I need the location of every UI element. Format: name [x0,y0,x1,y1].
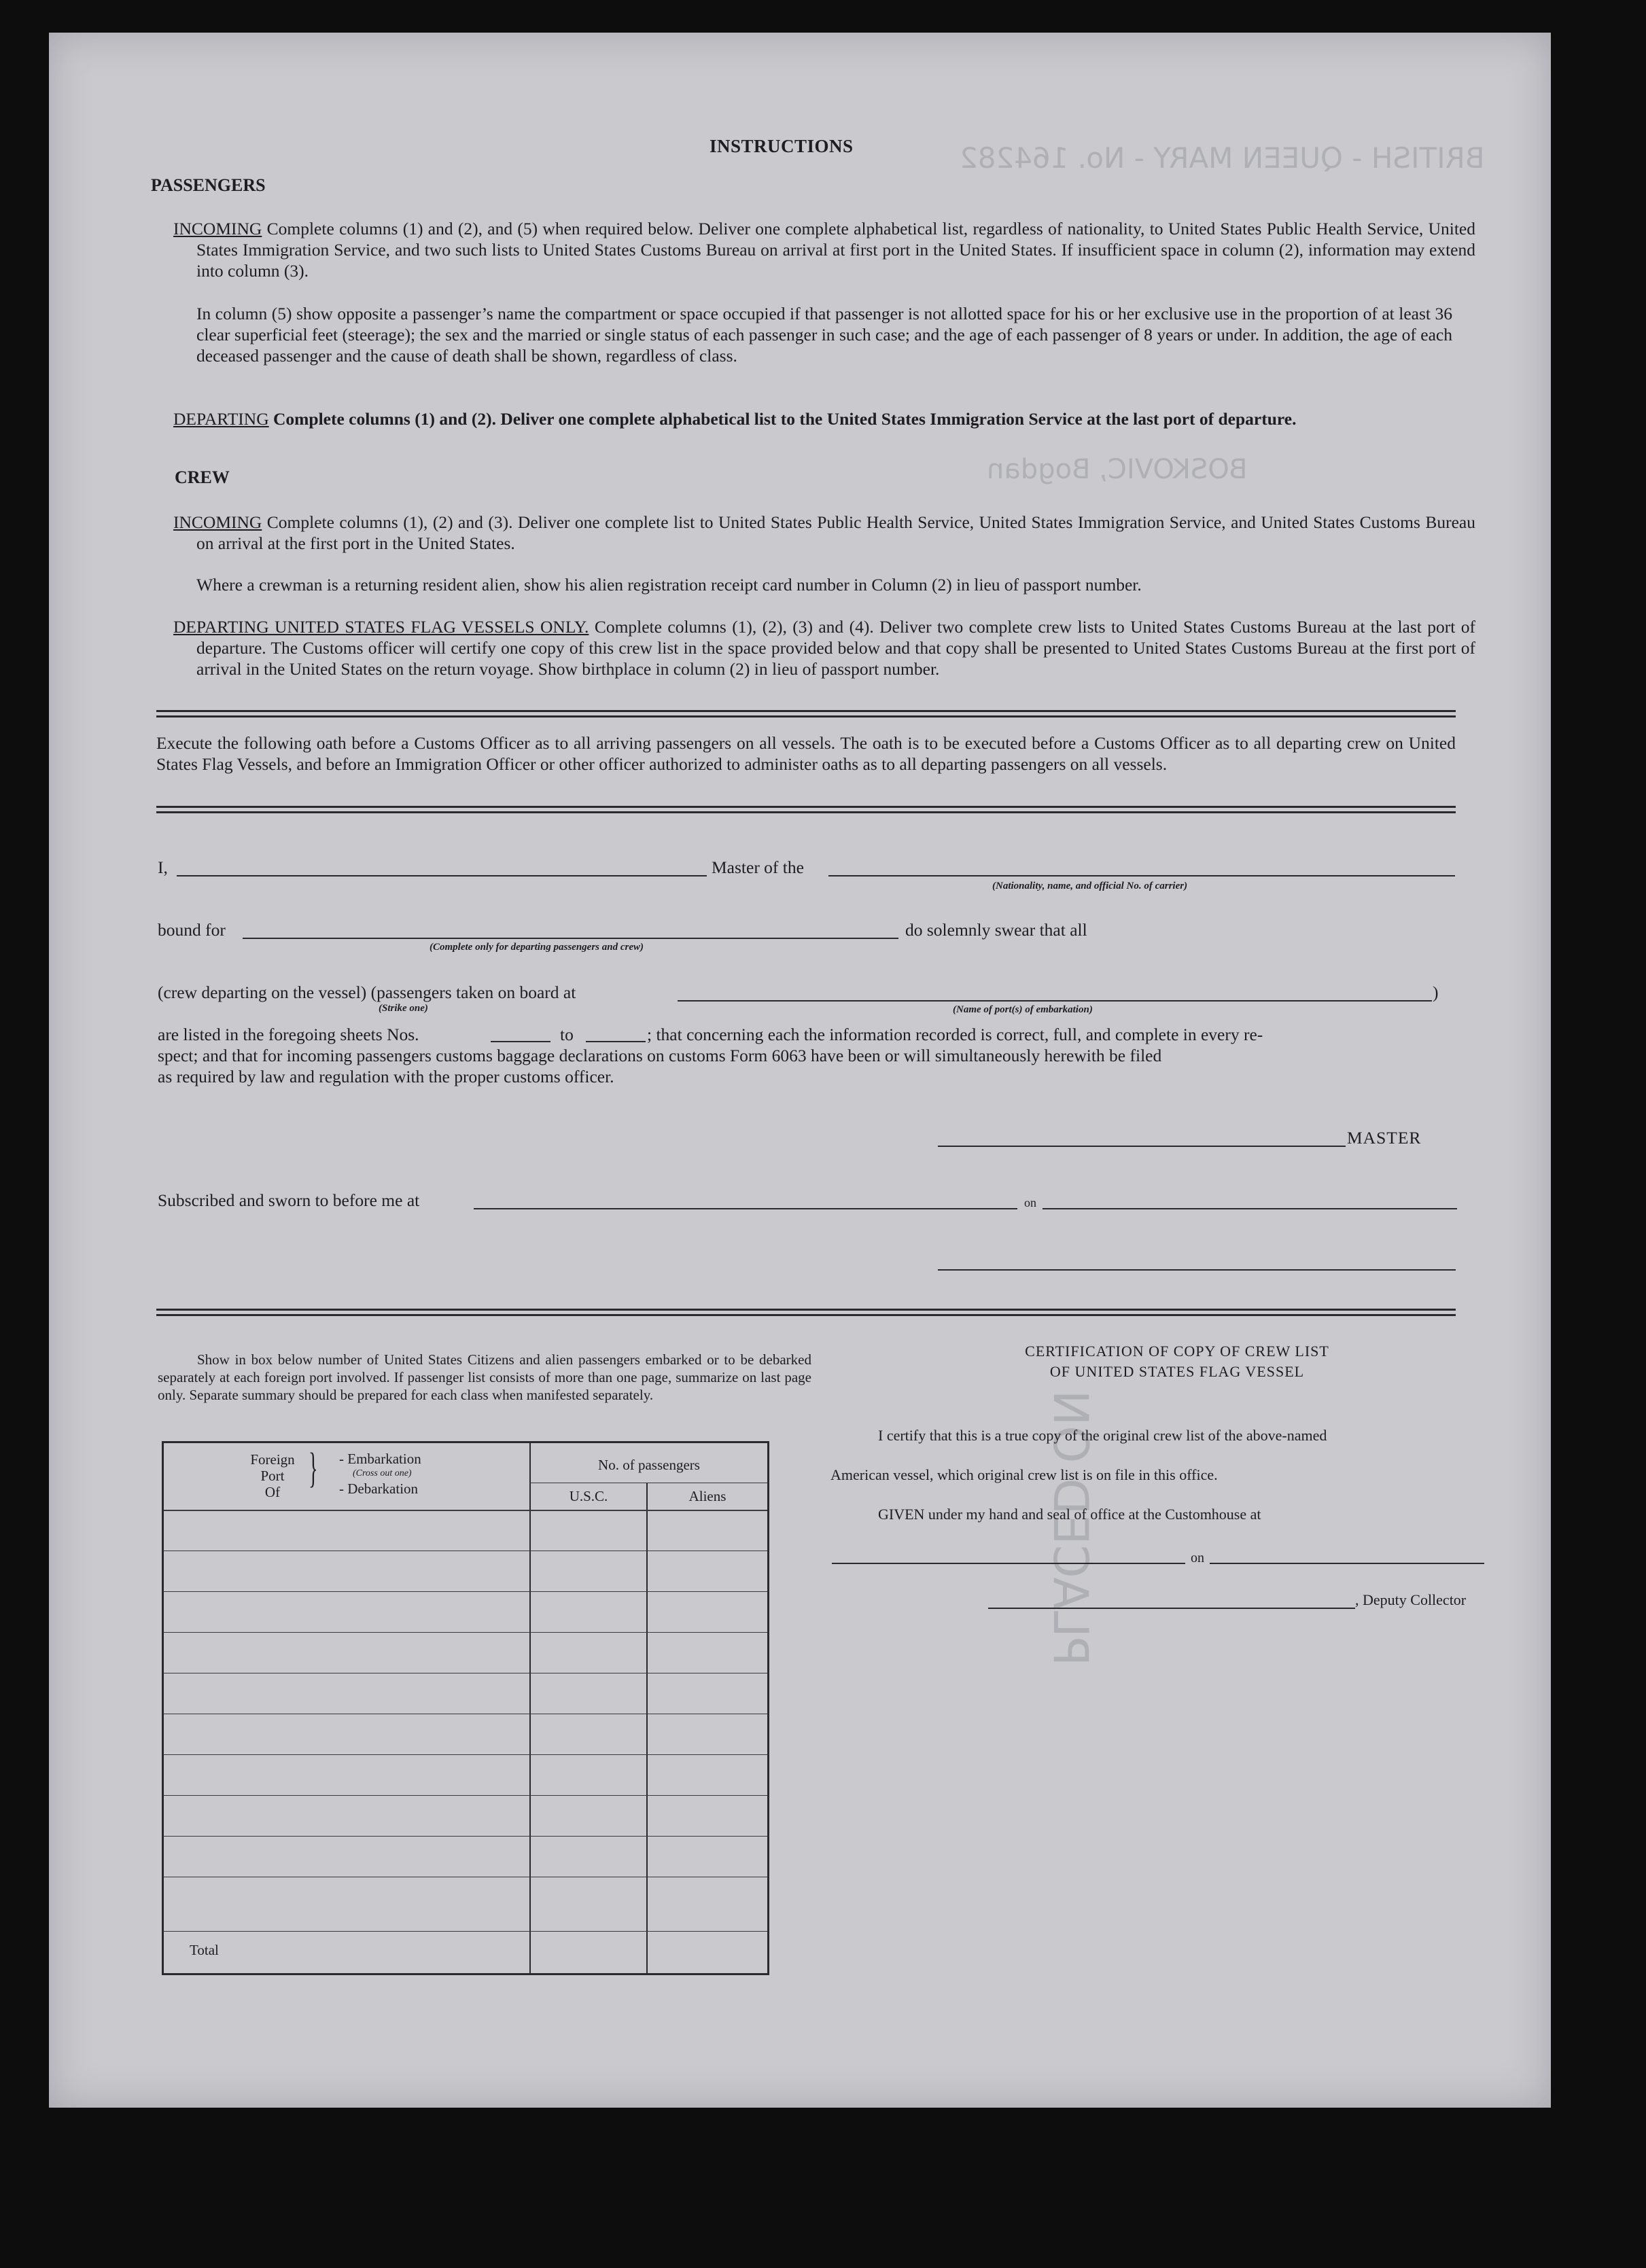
listed-to: to [560,1025,574,1044]
total-row-rule [164,1931,767,1932]
table-row[interactable] [164,1754,767,1755]
passengers-heading: PASSENGERS [151,175,266,195]
certification-title-1: CERTIFICATION OF COPY OF CREW LIST [1025,1343,1329,1360]
summary-instruction: Show in box below number of United States Citizens and alien passengers embarked or to be debarked separately at each foreign port involved. If passenger list consists of more than one page, summarize on last page only. Separate summary should be prepared for each class when manifested separately. [158,1351,811,1403]
header-bottom-rule [164,1510,767,1511]
departing-us-flag-text: Complete columns (1), (2), (3) and (4). Deliver two complete crew lists to United States Customs Bureau at the last port of departure. The Customs officer will certify one copy of this crew list in the space provided below and that copy shall be presented to United States Customs Bureau at the first port of arrival in the United States on the return voyage. Show birthplace in column (2) in lieu of passport number. [196,617,1476,679]
column-divider [646,1483,648,1973]
port-caption: (Name of port(s) of embarkation) [953,1004,1093,1015]
total-label: Total [190,1942,219,1958]
sworn-date-field[interactable] [1043,1208,1457,1209]
officer-signature-field[interactable] [938,1269,1456,1271]
instructions-title: INSTRUCTIONS [710,136,854,156]
incoming-label: INCOMING [173,219,262,238]
cross-out-caption: (Cross out one) [353,1468,412,1478]
strike-one-caption: (Strike one) [379,1003,428,1014]
on-label: on [1024,1196,1036,1209]
bound-for-label: bound for [158,920,226,940]
passengers-departing-text: Complete columns (1) and (2). Deliver one complete alphabetical list to the United States Immigration Service at the last port of departure. [273,409,1297,429]
certify-text-a: I certify that this is a true copy of the original crew list of the above-named [878,1427,1327,1444]
master-signature-field[interactable] [938,1146,1346,1147]
bleed-through: PLACED ON [1043,1389,1099,1667]
table-row[interactable] [164,1632,767,1633]
customhouse-field[interactable] [832,1563,1185,1564]
crewman-paragraph: Where a crewman is a returning resident alien, show his alien registration receipt card number in Column (2) in lieu of passport number. [196,575,1142,595]
divider [156,710,1456,717]
swear-text: do solemnly swear that all [905,920,1087,940]
port-of-embarkation-field[interactable] [678,1000,1432,1002]
sworn-place-field[interactable] [474,1208,1017,1209]
aliens-label: Aliens [688,1488,726,1504]
divider [156,1309,1456,1316]
subscribed-text: Subscribed and sworn to before me at [158,1190,420,1210]
passengers-incoming [173,218,1475,281]
of-label: Of [264,1484,281,1500]
certify-text-b: American vessel, which original crew list is on file in this office. [830,1466,1218,1483]
foreign-port-of-label [245,1451,300,1500]
given-text: GIVEN under my hand and seal of office at the Customhouse at [878,1506,1261,1523]
brace-symbol: } [309,1445,318,1491]
embarkation-block [339,1451,421,1496]
port-label: Port [260,1468,285,1484]
usc-label: U.S.C. [569,1488,608,1504]
table-row[interactable] [164,1591,767,1592]
master-name-field[interactable] [177,875,707,876]
crew-heading: CREW [175,467,230,487]
listed-text-c: spect; and that for incoming passengers customs baggage declarations on customs Form 6063 have been or will simultaneously herewith be filed [158,1046,1162,1065]
master-of-the-label: Master of the [712,857,804,877]
i-label: I, [158,857,168,877]
oath-intro: Execute the following oath before a Customs Officer as to all arriving passengers on all vessels. The oath is to be executed before a Customs Officer as to all departing crew on United States Flag Vessels, and before an Immigration Officer or other officer authorized to administer oaths as to all departing passengers on all vessels. [156,733,1456,774]
carrier-field[interactable] [828,875,1455,876]
listed-text-d: as required by law and regulation with the proper customs officer. [158,1067,614,1086]
bleed-through: BRITISH - QUEEN MARY - No. 164282 [960,141,1485,175]
foreign-label: Foreign [250,1451,295,1468]
bound-for-field[interactable] [243,938,898,939]
divider [156,806,1456,813]
document-sheet [49,33,1551,2108]
carrier-caption: (Nationality, name, and official No. of carrier) [992,881,1188,891]
column-divider [529,1443,531,1973]
departing-us-flag [173,616,1475,679]
crew-incoming-label: INCOMING [173,512,262,532]
passengers-departing [173,408,1475,429]
passenger-summary-table [162,1441,769,1975]
listed-text-a: are listed in the foregoing sheets Nos. [158,1025,419,1044]
departing-us-flag-label: DEPARTING UNITED STATES FLAG VESSELS ONLY. [173,617,589,637]
departing-label: DEPARTING [173,409,269,429]
close-paren: ) [1433,982,1439,1002]
cert-on-label: on [1191,1551,1204,1565]
certification-title-2: OF UNITED STATES FLAG VESSEL [1049,1363,1305,1380]
column5-paragraph: In column (5) show opposite a passenger’s name the compartment or space occupied if that passenger is not allotted space for his or her exclusive use in the proportion of at least 36 clear superficial feet (steerage); the sex and the married or single status of each passenger in such case; and the age of each passenger of 8 years or under. In addition, the age of each deceased passenger and the cause of death shall be shown, regardless of class. [196,304,1452,366]
table-row[interactable] [164,1836,767,1837]
embarkation-label: - Embarkation [339,1451,421,1467]
passengers-incoming-text: Complete columns (1) and (2), and (5) when required below. Deliver one complete alphabetical list, regardless of nationality, to United States Public Health Service, United States Immigration Service, and two such lists to United States Customs Bureau on arrival at first port in the United States. If insufficient space in column (2), information may extend into column (3). [196,219,1476,281]
crew-incoming-text: Complete columns (1), (2) and (3). Deliver one complete list to United States Public Health Service, United States Immigration Service, and United States Customs Bureau on arrival at the first port in the United States. [196,512,1475,553]
sheet-from-field[interactable] [491,1041,550,1042]
crew-incoming [173,512,1475,554]
cert-date-field[interactable] [1210,1563,1484,1564]
sheet-to-field[interactable] [586,1041,646,1042]
debarkation-label: - Debarkation [339,1481,419,1497]
crew-departing-text: (crew departing on the vessel) (passengers taken on board at [158,982,576,1002]
bound-caption: (Complete only for departing passengers and crew) [430,942,644,953]
master-label: MASTER [1347,1128,1422,1148]
bleed-through: BOSKOVIC, Bogdan [987,454,1248,485]
table-row[interactable] [164,1795,767,1796]
deputy-signature-field[interactable] [988,1608,1355,1609]
no-passengers-label: No. of passengers [598,1457,700,1473]
listed-text-b: ; that concerning each the information recorded is correct, full, and complete in every re- [647,1025,1263,1044]
deputy-collector-label: , Deputy Collector [1355,1591,1467,1608]
